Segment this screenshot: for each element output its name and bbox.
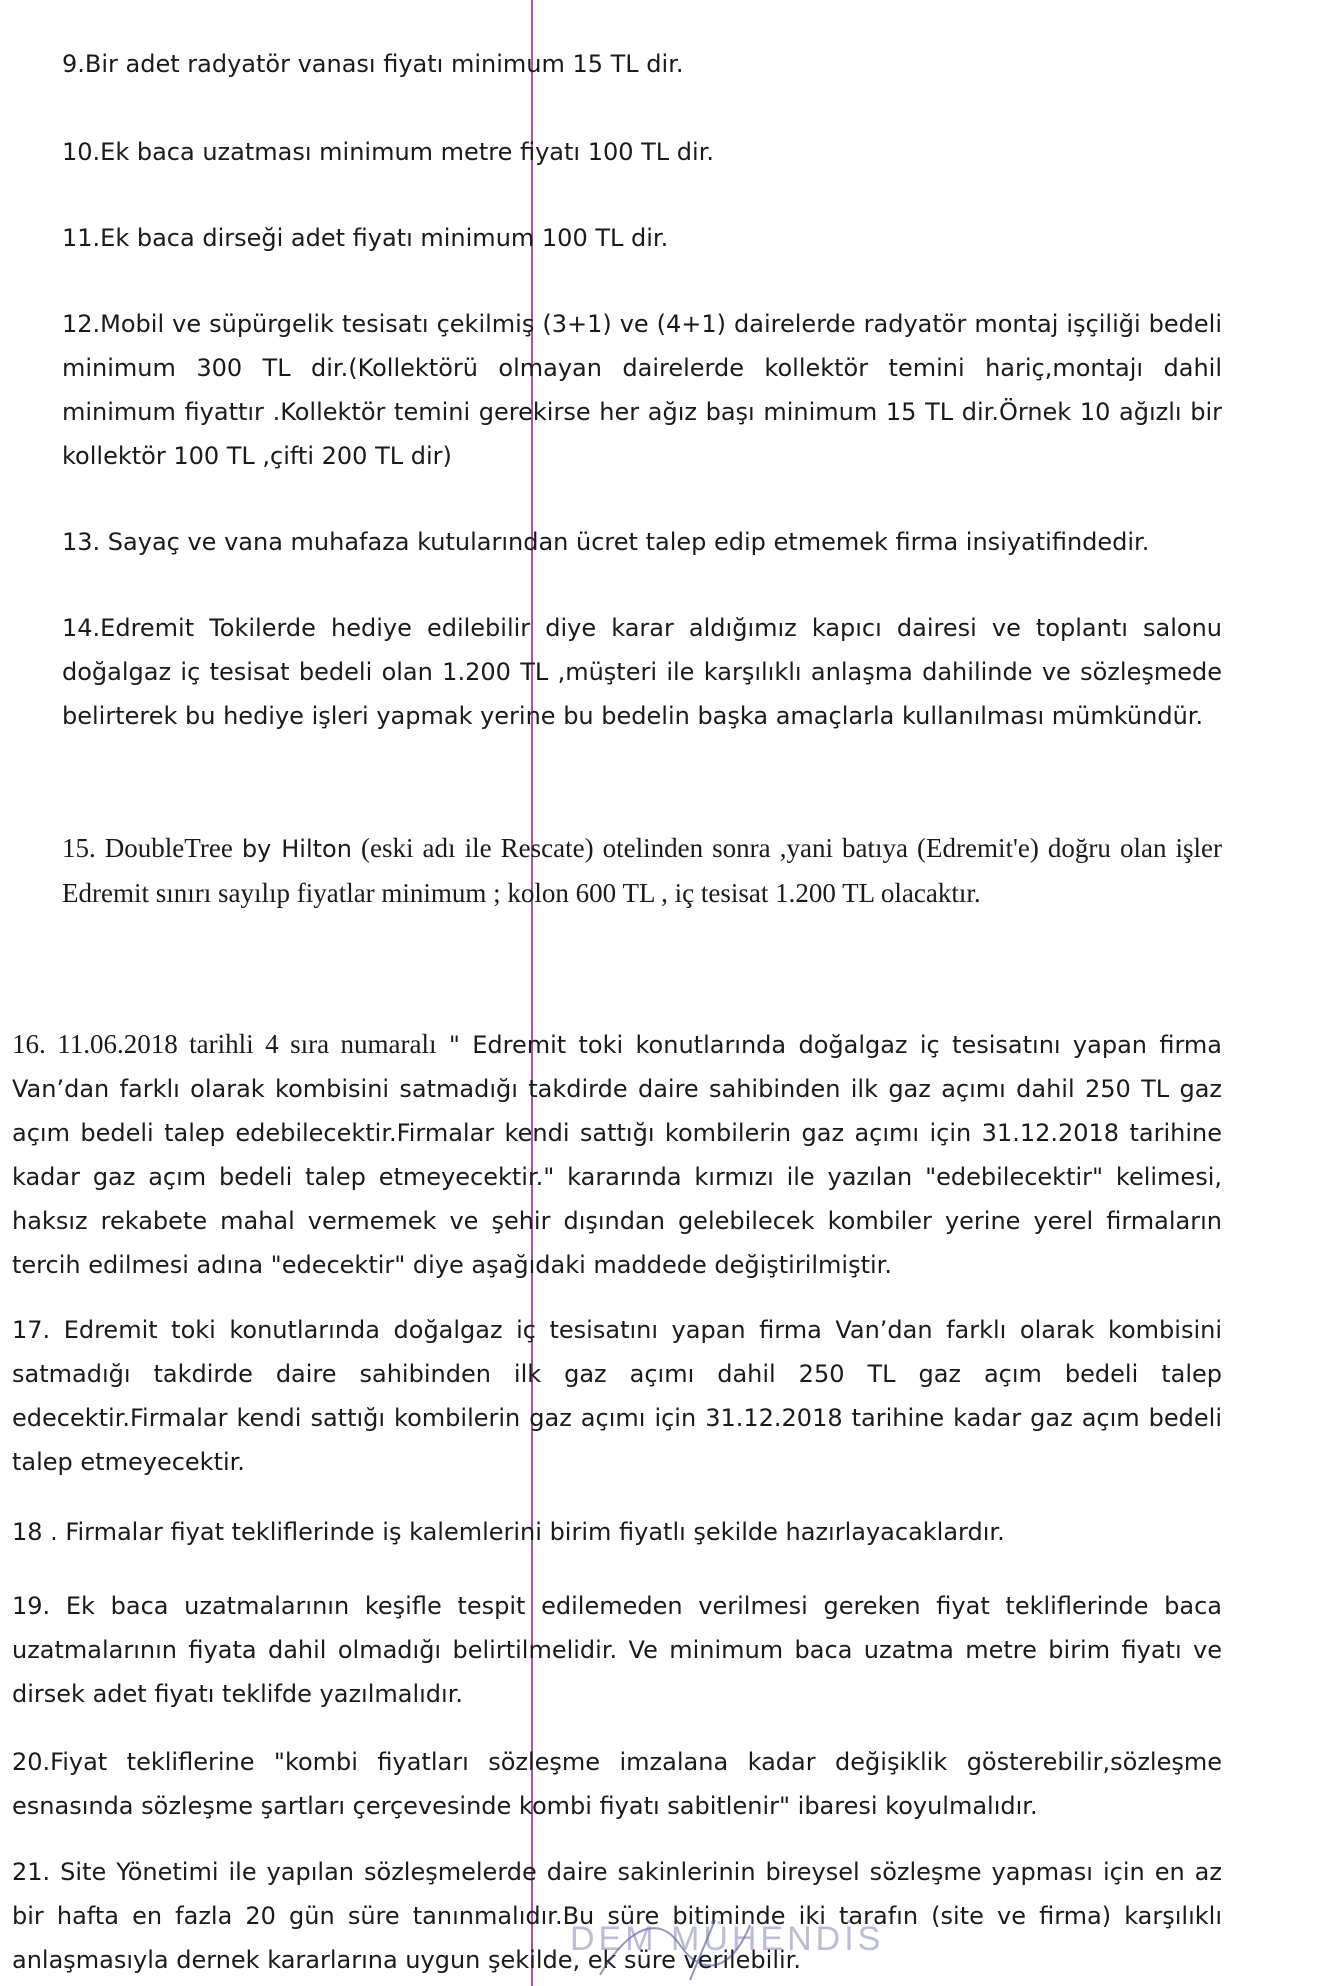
- item-20: 20.Fiyat tekliflerine "kombi fiyatları sözleşme imzalana kadar değişiklik gösterebilir,sözleşme esnasında sözleşme şartları çerçevesinde kombi fiyatı sabitlenir" ibaresi koyulmalıdır.: [12, 1748, 1222, 1820]
- item-16: [12, 1022, 1222, 1287]
- item-12: 12.Mobil ve süpürgelik tesisatı çekilmiş (3+1) ve (4+1) dairelerde radyatör montaj işçiliği bedeli minimum 300 TL dir.(Kollektörü olmayan dairelerde kollektör temini hariç,montajı dahil minimum fiyattır .Kollektör temini gerekirse her ağız başı minimum 15 TL dir.Örnek 10 ağızlı bir kollektör 100 TL ,çifti 200 TL dir): [62, 310, 1222, 470]
- item-15-brand: by Hilton: [241, 835, 352, 863]
- item-21: 21. Site Yönetimi ile yapılan sözleşmelerde daire sakinlerinin bireysel sözleşme yapması için en az bir hafta en fazla 20 gün süre tanınmalıdır.Bu süre bitiminde iki tarafın (site ve firma) karşılıklı anlaşmasıyla dernek kararlarına uygun şekilde, ek süre verilebilir.: [12, 1858, 1222, 1974]
- item-15-rest: (eski adı ile Rescate) otelinden sonra ,yani batıya (Edremit'e) doğru olan işler Edremit sınırı sayılıp fiyatlar minimum ; kolon 600 TL , iç tesisat 1.200 TL olacaktır.: [62, 833, 1222, 908]
- item-18: 18 . Firmalar fiyat tekliflerinde iş kalemlerini birim fiyatlı şekilde hazırlayacaklardır.: [12, 1518, 1005, 1546]
- item-10: 10.Ek baca uzatması minimum metre fiyatı 100 TL dir.: [62, 138, 714, 166]
- item-14: 14.Edremit Tokilerde hediye edilebilir diye karar aldığımız kapıcı dairesi ve toplantı salonu doğalgaz iç tesisat bedeli olan 1.200 TL ,müşteri ile karşılıklı anlaşma dahilinde ve sözleşmede belirterek bu hediye işleri yapmak yerine bu bedelin başka amaçlarla kullanılması mümkündür.: [62, 614, 1222, 730]
- item-15: [62, 826, 1222, 916]
- item-16-rest: " Edremit toki konutlarında doğalgaz iç tesisatını yapan firma Van’dan farklı olarak kombisini satmadığı takdirde daire sahibinden ilk gaz açımı dahil 250 TL gaz açım bedeli talep edebilecektir.Firmalar kendi sattığı kombilerin gaz açımı için 31.12.2018 tarihine kadar gaz açım bedeli talep etmeyecektir." kararında kırmızı ile yazılan "edebilecektir" kelimesi, haksız rekabete mahal vermemek ve şehir dışından gelebilecek kombiler yerine yerel firmaların tercih edilmesi adına "edecektir" diye aşağıdaki maddede değiştirilmiştir.: [12, 1031, 1222, 1279]
- item-16-ref: 16. 11.06.2018 tarihli 4 sıra numaralı: [12, 1029, 437, 1059]
- item-9: 9.Bir adet radyatör vanası fiyatı minimum 15 TL dir.: [62, 50, 684, 78]
- item-19: 19. Ek baca uzatmalarının keşifle tespit edilemeden verilmesi gereken fiyat tekliflerinde baca uzatmalarının fiyata dahil olmadığı belirtilmelidir. Ve minimum baca uzatma metre birim fiyatı ve dirsek adet fiyatı teklifde yazılmalıdır.: [12, 1592, 1222, 1708]
- item-11: 11.Ek baca dirseği adet fiyatı minimum 100 TL dir.: [62, 224, 669, 252]
- item-13: 13. Sayaç ve vana muhafaza kutularından ücret talep edip etmemek firma insiyatifindedir.: [62, 528, 1150, 556]
- stamp-text: DEM MÜHENDİS: [570, 1920, 885, 1958]
- item-17: 17. Edremit toki konutlarında doğalgaz iç tesisatını yapan firma Van’dan farklı olarak kombisini satmadığı takdirde daire sahibinden ilk gaz açımı dahil 250 TL gaz açım bedeli talep edecektir.Firmalar kendi sattığı kombilerin gaz açımı için 31.12.2018 tarihine kadar gaz açım bedeli talep etmeyecektir.: [12, 1316, 1222, 1476]
- item-15-start: 15. DoubleTree: [62, 833, 242, 863]
